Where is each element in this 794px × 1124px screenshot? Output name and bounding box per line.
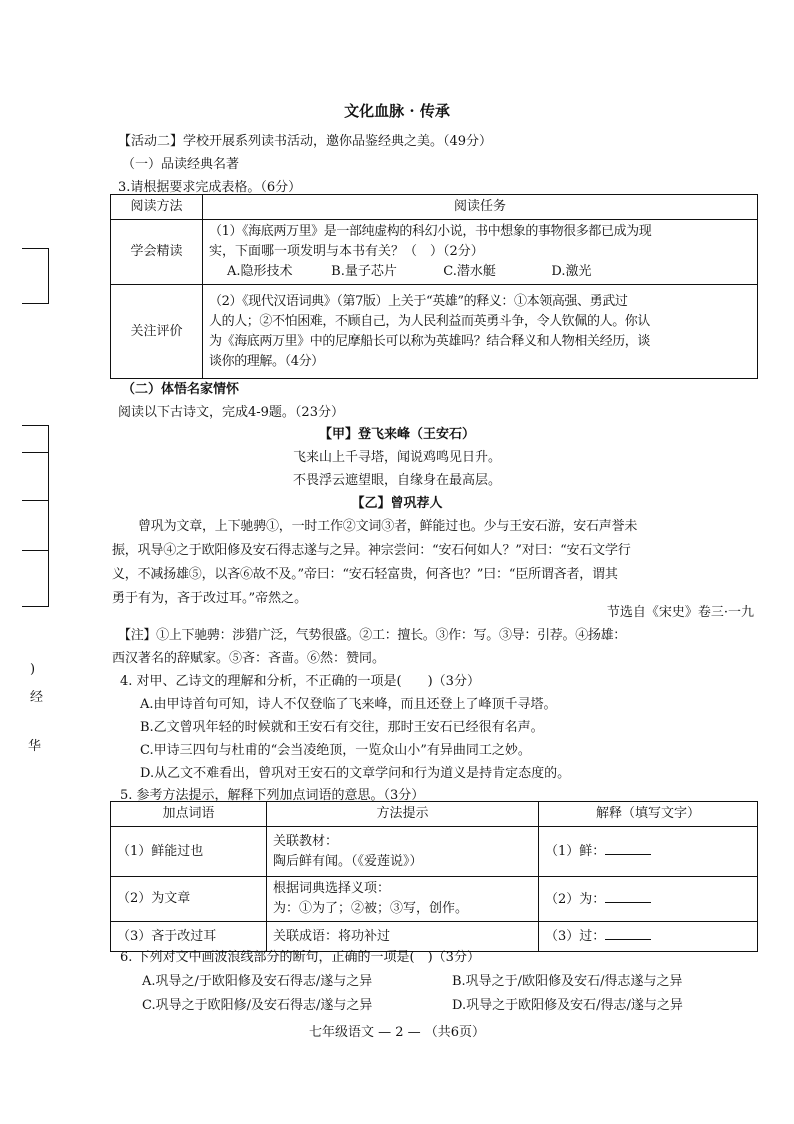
table-header: 解释（填写文字） bbox=[539, 802, 758, 827]
prose-line: 振，巩导④之于欧阳修及安石得志遂与之异。神宗尝问：“安石何如人？”对曰：“安石文学行 bbox=[112, 543, 631, 558]
table-header: 加点词语 bbox=[111, 802, 267, 827]
method-cell: 学会精读 bbox=[111, 220, 203, 285]
q4-option: D.从乙文不难看出，曾巩对王安石的文章学问和行为道义是持肯定态度的。 bbox=[140, 766, 571, 781]
q3-stem: 3.请根据要求完成表格。（6分） bbox=[118, 180, 302, 195]
answer-label: （3）过： bbox=[545, 929, 606, 944]
margin-fragment: 华 bbox=[28, 739, 42, 754]
prose-line: 曾巩为文章，上下驰骋①，一时工作②文词③者，鲜能过也。少与王安石游，安石声誉未 bbox=[138, 519, 638, 534]
option-b: B.量子芯片 bbox=[331, 264, 397, 279]
q4-option: A.由甲诗首句可知，诗人不仅登临了飞来峰，而且还登上了峰顶千寻塔。 bbox=[140, 697, 557, 712]
hint-text: 为：①为了；②被；③写，创作。 bbox=[273, 901, 469, 916]
option-a: A.隐形技术 bbox=[227, 264, 293, 279]
word-explanation-table bbox=[110, 801, 758, 952]
hint-text: 陶后鲜有闻。（《爱莲说》） bbox=[273, 853, 423, 869]
activity-intro: 【活动二】学校开展系列读书活动，邀你品鉴经典之美。（49分） bbox=[118, 134, 493, 149]
answer-cell bbox=[539, 827, 758, 877]
section2-instruction: 阅读以下古诗文，完成4-9题。（23分） bbox=[118, 405, 344, 420]
answer-label: （2）为： bbox=[545, 891, 606, 907]
task-text: 实，下面哪一项发明与本书有关？（ ）（2分） bbox=[209, 244, 484, 259]
word-cell: （3）吝于改过耳 bbox=[111, 922, 267, 952]
note-line: 【注】①上下驰骋：涉猎广泛，气势很盛。②工：擅长。③作：写。③导：引荐。④扬雄： bbox=[118, 628, 627, 643]
task-text: 为《海底两万里》中的尼摩船长可以称为英雄吗？结合释义和人物相关经历，谈 bbox=[209, 333, 651, 349]
q6-option: C.巩导之于欧阳修/及安石得志/遂与之异 bbox=[142, 998, 373, 1013]
hint-cell bbox=[267, 827, 539, 877]
hint-text: 根据词典选择义项： bbox=[273, 881, 391, 896]
prose-line: 义，不减扬雄⑤，以吝⑥故不及。”帝曰：“安石轻富贵，何吝也？”曰：“臣所谓吝者，谓其 bbox=[112, 567, 618, 582]
table-header: 方法提示 bbox=[267, 802, 539, 827]
prose-source: 节选自《宋史》卷三·一九 bbox=[606, 605, 754, 620]
answer-blank[interactable] bbox=[605, 926, 651, 940]
reading-task-table bbox=[110, 194, 758, 379]
task-text: （2）《现代汉语词典》（第7版）上关于“英雄”的释义：①本领高强、勇武过 bbox=[209, 293, 628, 309]
prose-title: 【乙】曾巩荐人 bbox=[351, 496, 443, 511]
table-header: 阅读任务 bbox=[203, 195, 758, 220]
answer-cell bbox=[539, 877, 758, 922]
word-cell: （1）鲜能过也 bbox=[111, 827, 267, 877]
task-text: 谈你的理解。（4分） bbox=[209, 353, 324, 369]
option-d: D.激光 bbox=[551, 264, 592, 279]
margin-fragment: ) bbox=[30, 662, 36, 677]
q6-option: A.巩导之/于欧阳修及安石得志/遂与之异 bbox=[142, 974, 373, 989]
task-text: 人的人；②不怕困难，不顾自己，为人民利益而英勇斗争，令人钦佩的人。你认 bbox=[209, 313, 651, 329]
q6-option: D.巩导之于欧阳修及安石/得志/遂与之异 bbox=[452, 998, 683, 1013]
option-c: C.潜水艇 bbox=[443, 264, 496, 279]
hint-cell: 关联成语：将功补过 bbox=[267, 922, 539, 952]
hint-cell bbox=[267, 877, 539, 922]
q4-option: B.乙文曾巩年轻的时候就和王安石有交往，那时王安石已经很有名声。 bbox=[140, 720, 544, 735]
poem-line: 不畏浮云遮望眼，自缘身在最高层。 bbox=[292, 473, 501, 488]
poem-title: 【甲】登飞来峰（王安石） bbox=[318, 427, 475, 442]
word-cell: （2）为文章 bbox=[111, 877, 267, 922]
answer-cell bbox=[539, 922, 758, 952]
prose-line: 勇于有为，吝于改过耳。”帝然之。 bbox=[112, 591, 308, 606]
task-text: （1）《海底两万里》是一部纯虚构的科幻小说，书中想象的事物很多都已成为现 bbox=[209, 224, 652, 239]
table-header: 阅读方法 bbox=[111, 195, 203, 220]
page-title: 文化血脉 · 传承 bbox=[344, 102, 450, 120]
q4-stem: 4. 对甲、乙诗文的理解和分析，不正确的一项是( )（3分） bbox=[120, 674, 480, 689]
answer-label: （1）鲜： bbox=[545, 844, 606, 859]
task-cell bbox=[203, 220, 758, 285]
note-line: 西汉著名的辞赋家。⑤吝：吝啬。⑥然：赞同。 bbox=[112, 651, 386, 666]
option-row bbox=[209, 262, 751, 282]
q6-stem: 6. 下列对文中画波浪线部分的断句，正确的一项是( )（3分） bbox=[120, 950, 480, 965]
answer-blank[interactable] bbox=[605, 889, 651, 903]
binding-line bbox=[22, 550, 48, 551]
hint-text: 关联教材： bbox=[273, 833, 339, 849]
task-cell bbox=[203, 285, 758, 379]
q4-option: C.甲诗三四句与杜甫的“会当凌绝顶，一览众山小”有异曲同工之妙。 bbox=[140, 743, 531, 758]
answer-blank[interactable] bbox=[605, 841, 651, 855]
margin-fragment: 经 bbox=[30, 690, 44, 705]
section1-heading: （一）品读经典名著 bbox=[122, 157, 240, 172]
binding-frame-top bbox=[22, 248, 49, 304]
q6-option: B.巩导之于/欧阳修及安石/得志遂与之异 bbox=[452, 974, 683, 989]
poem-line: 飞来山上千寻塔，闻说鸡鸣见日升。 bbox=[292, 450, 501, 465]
q5-stem: 5. 参考方法提示，解释下列加点词语的意思。（3分） bbox=[120, 788, 425, 803]
method-cell: 关注评价 bbox=[111, 285, 203, 379]
page-footer: 七年级语文 — 2 — （共6页） bbox=[308, 1025, 486, 1040]
section2-heading: （二）体悟名家情怀 bbox=[122, 382, 240, 397]
